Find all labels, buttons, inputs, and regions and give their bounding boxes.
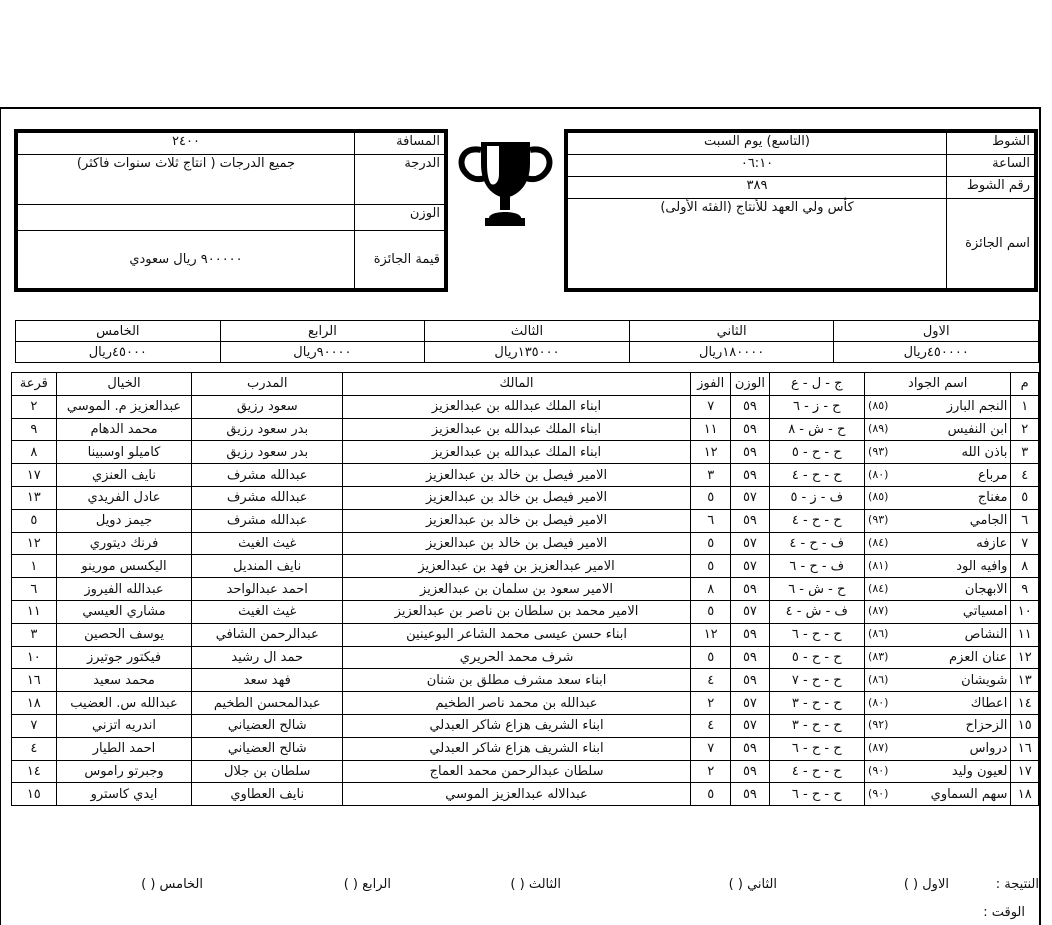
- horse-name-text: شويشان: [961, 672, 1008, 688]
- time-result-label: الوقت :: [983, 905, 1025, 920]
- record: ح - ح - ٥: [769, 441, 864, 464]
- owner: ابناء الشريف هزاع شاكر العبدلي: [343, 737, 691, 760]
- trainer: غيث الغيث: [192, 532, 343, 555]
- table-row: [12, 486, 1039, 509]
- horse-rating: (٨٦): [868, 627, 889, 641]
- jockey: محمد الدهام: [56, 418, 192, 441]
- wins: ١١: [691, 418, 731, 441]
- prize-place: الثاني: [629, 321, 834, 342]
- table-row: [12, 532, 1039, 555]
- record: ح - ح - ٤: [769, 760, 864, 783]
- trainer: عبدالله مشرف: [192, 509, 343, 532]
- entry-number: ١٧: [1011, 760, 1039, 783]
- prize-name-label: اسم الجائزة: [947, 199, 1035, 289]
- horse-name-text: مغناج: [977, 490, 1008, 506]
- prize-value-label: قيمة الجائزة: [355, 231, 445, 289]
- horse-rating: (٨٣): [868, 649, 889, 663]
- distance-info-box: [14, 129, 448, 292]
- owner: ابناء حسن عيسى محمد الشاعر البوعينين: [343, 623, 691, 646]
- draw: ١١: [12, 600, 57, 623]
- wins: ٥: [691, 600, 731, 623]
- table-row: [12, 509, 1039, 532]
- header-record: ج - ل - ع: [769, 373, 864, 396]
- weight: ٥٩: [731, 783, 769, 806]
- draw: ٨: [12, 441, 57, 464]
- wins: ١٢: [691, 441, 731, 464]
- table-row: [12, 464, 1039, 487]
- weight: ٥٧: [731, 692, 769, 715]
- entry-number: ١٥: [1011, 714, 1039, 737]
- header-draw: قرعة: [12, 373, 57, 396]
- record: ف - ز - ٥: [769, 486, 864, 509]
- distance-value: ٢٤٠٠: [18, 133, 355, 155]
- owner: ابناء سعد مشرف مطلق بن شنان: [343, 669, 691, 692]
- weight: ٥٩: [731, 441, 769, 464]
- table-row: [12, 555, 1039, 578]
- time-value: ٠٦:١٠: [568, 155, 947, 177]
- result-fifth: الخامس ( ): [141, 877, 203, 892]
- weight: ٥٩: [731, 578, 769, 601]
- weight: ٥٩: [731, 464, 769, 487]
- table-row: [12, 737, 1039, 760]
- owner: الامير فيصل بن خالد بن عبدالعزيز: [343, 509, 691, 532]
- record: ح - ح - ٧: [769, 669, 864, 692]
- entry-number: ١٦: [1011, 737, 1039, 760]
- record: ح - ح - ٣: [769, 692, 864, 715]
- wins: ٥: [691, 532, 731, 555]
- horse-name: [865, 600, 1011, 623]
- entry-number: ١٠: [1011, 600, 1039, 623]
- time-label: الساعة: [947, 155, 1035, 177]
- weight: ٥٩: [731, 623, 769, 646]
- entry-number: ١: [1011, 395, 1039, 418]
- owner: عبدالله بن محمد ناصر الطخيم: [343, 692, 691, 715]
- draw: ٢: [12, 395, 57, 418]
- table-row: [12, 395, 1039, 418]
- horse-name-text: الجامي: [969, 513, 1008, 529]
- draw: ١٥: [12, 783, 57, 806]
- jockey: يوسف الحصين: [56, 623, 192, 646]
- owner: الامير محمد بن سلطان بن ناصر بن عبدالعزيز: [343, 600, 691, 623]
- wins: ١٢: [691, 623, 731, 646]
- weight: ٥٩: [731, 737, 769, 760]
- record: ح - ش - ٦: [769, 578, 864, 601]
- horse-name-text: باذن الله: [961, 444, 1008, 460]
- horse-name-text: درواس: [969, 741, 1008, 757]
- wins: ٦: [691, 509, 731, 532]
- header-owner: المالك: [343, 373, 691, 396]
- entry-number: ١٣: [1011, 669, 1039, 692]
- horse-name: [865, 646, 1011, 669]
- wins: ٧: [691, 737, 731, 760]
- weight-label: الوزن: [355, 205, 445, 231]
- trophy-icon: [453, 134, 558, 229]
- header-no: م: [1011, 373, 1039, 396]
- horse-name: [865, 418, 1011, 441]
- horse-name-text: مرباع: [977, 467, 1008, 483]
- jockey: اليكسس مورينو: [56, 555, 192, 578]
- prize-amount: ١٣٥٠٠٠ريال: [425, 342, 630, 363]
- jockey: ايدي كاسترو: [56, 783, 192, 806]
- draw: ٦: [12, 578, 57, 601]
- class-label: الدرجة: [355, 155, 445, 205]
- jockey: مشاري العيسي: [56, 600, 192, 623]
- trainer: سعود رزيق: [192, 395, 343, 418]
- horse-name: [865, 669, 1011, 692]
- horse-name: [865, 623, 1011, 646]
- entry-number: ٤: [1011, 464, 1039, 487]
- trainer: شالح العضياني: [192, 714, 343, 737]
- weight-value: [18, 205, 355, 231]
- horse-rating: (٩٠): [868, 763, 889, 777]
- table-row: [12, 441, 1039, 464]
- trainer: نايف العطاوي: [192, 783, 343, 806]
- weight: ٥٧: [731, 555, 769, 578]
- prize-place: الخامس: [16, 321, 221, 342]
- horse-rating: (٩٣): [868, 444, 889, 458]
- jockey: احمد الطيار: [56, 737, 192, 760]
- horse-name: [865, 737, 1011, 760]
- owner: ابناء الملك عبدالله بن عبدالعزيز: [343, 395, 691, 418]
- prize-name-value: كأس ولي العهد للأنتاج (الفئه الأولى): [568, 199, 947, 289]
- trainer: عبدالله مشرف: [192, 486, 343, 509]
- table-row: [12, 623, 1039, 646]
- horse-rating: (٨٥): [868, 399, 889, 413]
- weight: ٥٧: [731, 486, 769, 509]
- prize-amount: ٤٥٠٠٠ريال: [16, 342, 221, 363]
- header-horse: اسم الجواد: [865, 373, 1011, 396]
- prize-value: ٩٠٠٠٠٠ ريال سعودي: [18, 231, 355, 289]
- horse-name-text: النجم البارز: [946, 399, 1008, 415]
- owner: سلطان عبدالرحمن محمد العماج: [343, 760, 691, 783]
- weight: ٥٧: [731, 532, 769, 555]
- prize-place: الثالث: [425, 321, 630, 342]
- weight: ٥٩: [731, 669, 769, 692]
- record: ح - ح - ٤: [769, 464, 864, 487]
- record: ح - ح - ٣: [769, 714, 864, 737]
- trainer: فهد سعد: [192, 669, 343, 692]
- horse-rating: (٨١): [868, 558, 889, 572]
- horse-name-text: ابن النفيس: [947, 421, 1008, 437]
- entry-number: ٥: [1011, 486, 1039, 509]
- entry-number: ١٤: [1011, 692, 1039, 715]
- jockey: كاميلو اوسبينا: [56, 441, 192, 464]
- horse-name: [865, 532, 1011, 555]
- horse-name-text: الزحزاح: [965, 718, 1008, 734]
- race-number-value: ٣٨٩: [568, 177, 947, 199]
- weight: ٥٧: [731, 714, 769, 737]
- entry-number: ١٢: [1011, 646, 1039, 669]
- result-third: الثالث ( ): [510, 877, 561, 892]
- wins: ٣: [691, 464, 731, 487]
- horse-name: [865, 486, 1011, 509]
- wins: ٥: [691, 783, 731, 806]
- table-row: [12, 783, 1039, 806]
- class-value: جميع الدرجات ( انتاج ثلاث سنوات فاكثر): [18, 155, 355, 205]
- wins: ٤: [691, 669, 731, 692]
- wins: ٨: [691, 578, 731, 601]
- horse-name: [865, 783, 1011, 806]
- owner: الامير عبدالعزيز بن فهد بن عبدالعزيز: [343, 555, 691, 578]
- record: ف - ح - ٦: [769, 555, 864, 578]
- prize-amount: ١٨٠٠٠٠ريال: [629, 342, 834, 363]
- prize-amount: ٤٥٠٠٠٠ريال: [834, 342, 1039, 363]
- horse-name-text: الابهجان: [964, 581, 1008, 597]
- draw: ٣: [12, 623, 57, 646]
- table-row: [12, 646, 1039, 669]
- owner: ابناء الشريف هزاع شاكر العبدلي: [343, 714, 691, 737]
- wins: ٢: [691, 692, 731, 715]
- prize-place: الاول: [834, 321, 1039, 342]
- owner: الامير سعود بن سلمان بن عبدالعزيز: [343, 578, 691, 601]
- table-row: [12, 578, 1039, 601]
- horse-rating: (٨٦): [868, 672, 889, 686]
- weight: ٥٧: [731, 600, 769, 623]
- horse-name-text: لعيون وليد: [951, 763, 1008, 779]
- draw: ١٨: [12, 692, 57, 715]
- trainer: عبدالمحسن الطخيم: [192, 692, 343, 715]
- distance-label: المسافة: [355, 133, 445, 155]
- result-second: الثاني ( ): [728, 877, 777, 892]
- wins: ٤: [691, 714, 731, 737]
- entry-number: ٧: [1011, 532, 1039, 555]
- horse-rating: (٨٤): [868, 581, 889, 595]
- prize-place: الرابع: [220, 321, 425, 342]
- header-wins: الفوز: [691, 373, 731, 396]
- horse-name: [865, 760, 1011, 783]
- horse-name: [865, 578, 1011, 601]
- horse-name: [865, 714, 1011, 737]
- owner: الامير فيصل بن خالد بن عبدالعزيز: [343, 532, 691, 555]
- jockey: نايف العنزي: [56, 464, 192, 487]
- trainer: عبدالرحمن الشافي: [192, 623, 343, 646]
- table-row: [12, 669, 1039, 692]
- owner: ابناء الملك عبدالله بن عبدالعزيز: [343, 441, 691, 464]
- entry-number: ١١: [1011, 623, 1039, 646]
- horse-name-text: عنان العزم: [949, 649, 1008, 665]
- record: ح - ح - ٤: [769, 509, 864, 532]
- record: ح - ح - ٦: [769, 623, 864, 646]
- owner: عبدالاله عبدالعزيز الموسي: [343, 783, 691, 806]
- horse-rating: (٩٠): [868, 786, 889, 800]
- horse-rating: (٨٧): [868, 604, 889, 618]
- table-row: [12, 418, 1039, 441]
- horse-name: [865, 555, 1011, 578]
- race-sheet: [0, 107, 1041, 925]
- header-trainer: المدرب: [192, 373, 343, 396]
- horse-name-text: سهم السماوي: [930, 786, 1008, 802]
- jockey: عبدالعزيز م. الموسي: [56, 395, 192, 418]
- wins: ٥: [691, 486, 731, 509]
- result-fourth: الرابع ( ): [343, 877, 391, 892]
- horse-rating: (٨٩): [868, 421, 889, 435]
- draw: ١: [12, 555, 57, 578]
- wins: ٧: [691, 395, 731, 418]
- horse-name: [865, 509, 1011, 532]
- owner: الامير فيصل بن خالد بن عبدالعزيز: [343, 464, 691, 487]
- jockey: اندريه اتزني: [56, 714, 192, 737]
- record: ح - ح - ٥: [769, 646, 864, 669]
- record: ف - ح - ٤: [769, 532, 864, 555]
- entry-number: ١٨: [1011, 783, 1039, 806]
- draw: ٩: [12, 418, 57, 441]
- horse-name: [865, 441, 1011, 464]
- table-row: [12, 714, 1039, 737]
- entry-number: ٦: [1011, 509, 1039, 532]
- entry-number: ٨: [1011, 555, 1039, 578]
- owner: الامير فيصل بن خالد بن عبدالعزيز: [343, 486, 691, 509]
- owner: شرف محمد الحريري: [343, 646, 691, 669]
- table-row: [12, 600, 1039, 623]
- jockey: محمد سعيد: [56, 669, 192, 692]
- trainer: عبدالله مشرف: [192, 464, 343, 487]
- trainer: شالح العضياني: [192, 737, 343, 760]
- trainer: بدر سعود رزيق: [192, 441, 343, 464]
- horse-rating: (٨٠): [868, 467, 889, 481]
- entry-number: ٢: [1011, 418, 1039, 441]
- entries-table: [11, 372, 1039, 806]
- jockey: فرنك ديتوري: [56, 532, 192, 555]
- jockey: عادل الفريدي: [56, 486, 192, 509]
- horse-name-text: وافيه الود: [956, 558, 1008, 574]
- jockey: جيمز دويل: [56, 509, 192, 532]
- weight: ٥٩: [731, 395, 769, 418]
- draw: ١٣: [12, 486, 57, 509]
- horse-rating: (٩٣): [868, 513, 889, 527]
- race-number-label: رقم الشوط: [947, 177, 1035, 199]
- horse-name-text: النشاص: [964, 627, 1008, 643]
- header-weight: الوزن: [731, 373, 769, 396]
- entry-number: ٣: [1011, 441, 1039, 464]
- record: ح - ش - ٨: [769, 418, 864, 441]
- entries-header-row: [12, 373, 1039, 396]
- prize-distribution: [15, 320, 1039, 363]
- horse-rating: (٩٢): [868, 718, 889, 732]
- weight: ٥٩: [731, 646, 769, 669]
- trainer: سلطان بن جلال: [192, 760, 343, 783]
- owner: ابناء الملك عبدالله بن عبدالعزيز: [343, 418, 691, 441]
- prize-amount: ٩٠٠٠٠ريال: [220, 342, 425, 363]
- jockey: وجبرتو راموس: [56, 760, 192, 783]
- record: ح - ح - ٦: [769, 783, 864, 806]
- draw: ١٤: [12, 760, 57, 783]
- horse-name-text: عازفه: [976, 535, 1008, 551]
- wins: ٥: [691, 555, 731, 578]
- weight: ٥٩: [731, 509, 769, 532]
- draw: ١٦: [12, 669, 57, 692]
- draw: ١٠: [12, 646, 57, 669]
- entry-number: ٩: [1011, 578, 1039, 601]
- horse-rating: (٨٤): [868, 535, 889, 549]
- trainer: بدر سعود رزيق: [192, 418, 343, 441]
- race-value: (التاسع) يوم السبت: [568, 133, 947, 155]
- trainer: احمد عبدالواحد: [192, 578, 343, 601]
- result-first: الاول ( ): [903, 877, 949, 892]
- wins: ٢: [691, 760, 731, 783]
- draw: ١٢: [12, 532, 57, 555]
- horse-name-text: امسياتي: [962, 604, 1008, 620]
- horse-rating: (٨٥): [868, 490, 889, 504]
- weight: ٥٩: [731, 418, 769, 441]
- trainer: حمد ال رشيد: [192, 646, 343, 669]
- horse-name: [865, 692, 1011, 715]
- weight: ٥٩: [731, 760, 769, 783]
- record: ح - ز - ٦: [769, 395, 864, 418]
- header-jockey: الخيال: [56, 373, 192, 396]
- draw: ٤: [12, 737, 57, 760]
- wins: ٥: [691, 646, 731, 669]
- race-info-box: [564, 129, 1038, 292]
- table-row: [12, 692, 1039, 715]
- horse-name: [865, 395, 1011, 418]
- horse-rating: (٨٠): [868, 695, 889, 709]
- draw: ١٧: [12, 464, 57, 487]
- record: ح - ح - ٦: [769, 737, 864, 760]
- trainer: نايف المنديل: [192, 555, 343, 578]
- draw: ٥: [12, 509, 57, 532]
- jockey: فيكتور جوتيرز: [56, 646, 192, 669]
- trainer: غيث الغيث: [192, 600, 343, 623]
- horse-name-text: اعطاك: [970, 695, 1008, 711]
- horse-name: [865, 464, 1011, 487]
- race-label: الشوط: [947, 133, 1035, 155]
- draw: ٧: [12, 714, 57, 737]
- record: ف - ش - ٤: [769, 600, 864, 623]
- jockey: عبدالله س. العضيب: [56, 692, 192, 715]
- jockey: عبدالله الفيروز: [56, 578, 192, 601]
- table-row: [12, 760, 1039, 783]
- horse-rating: (٨٧): [868, 741, 889, 755]
- result-label: النتيجة :: [995, 877, 1039, 892]
